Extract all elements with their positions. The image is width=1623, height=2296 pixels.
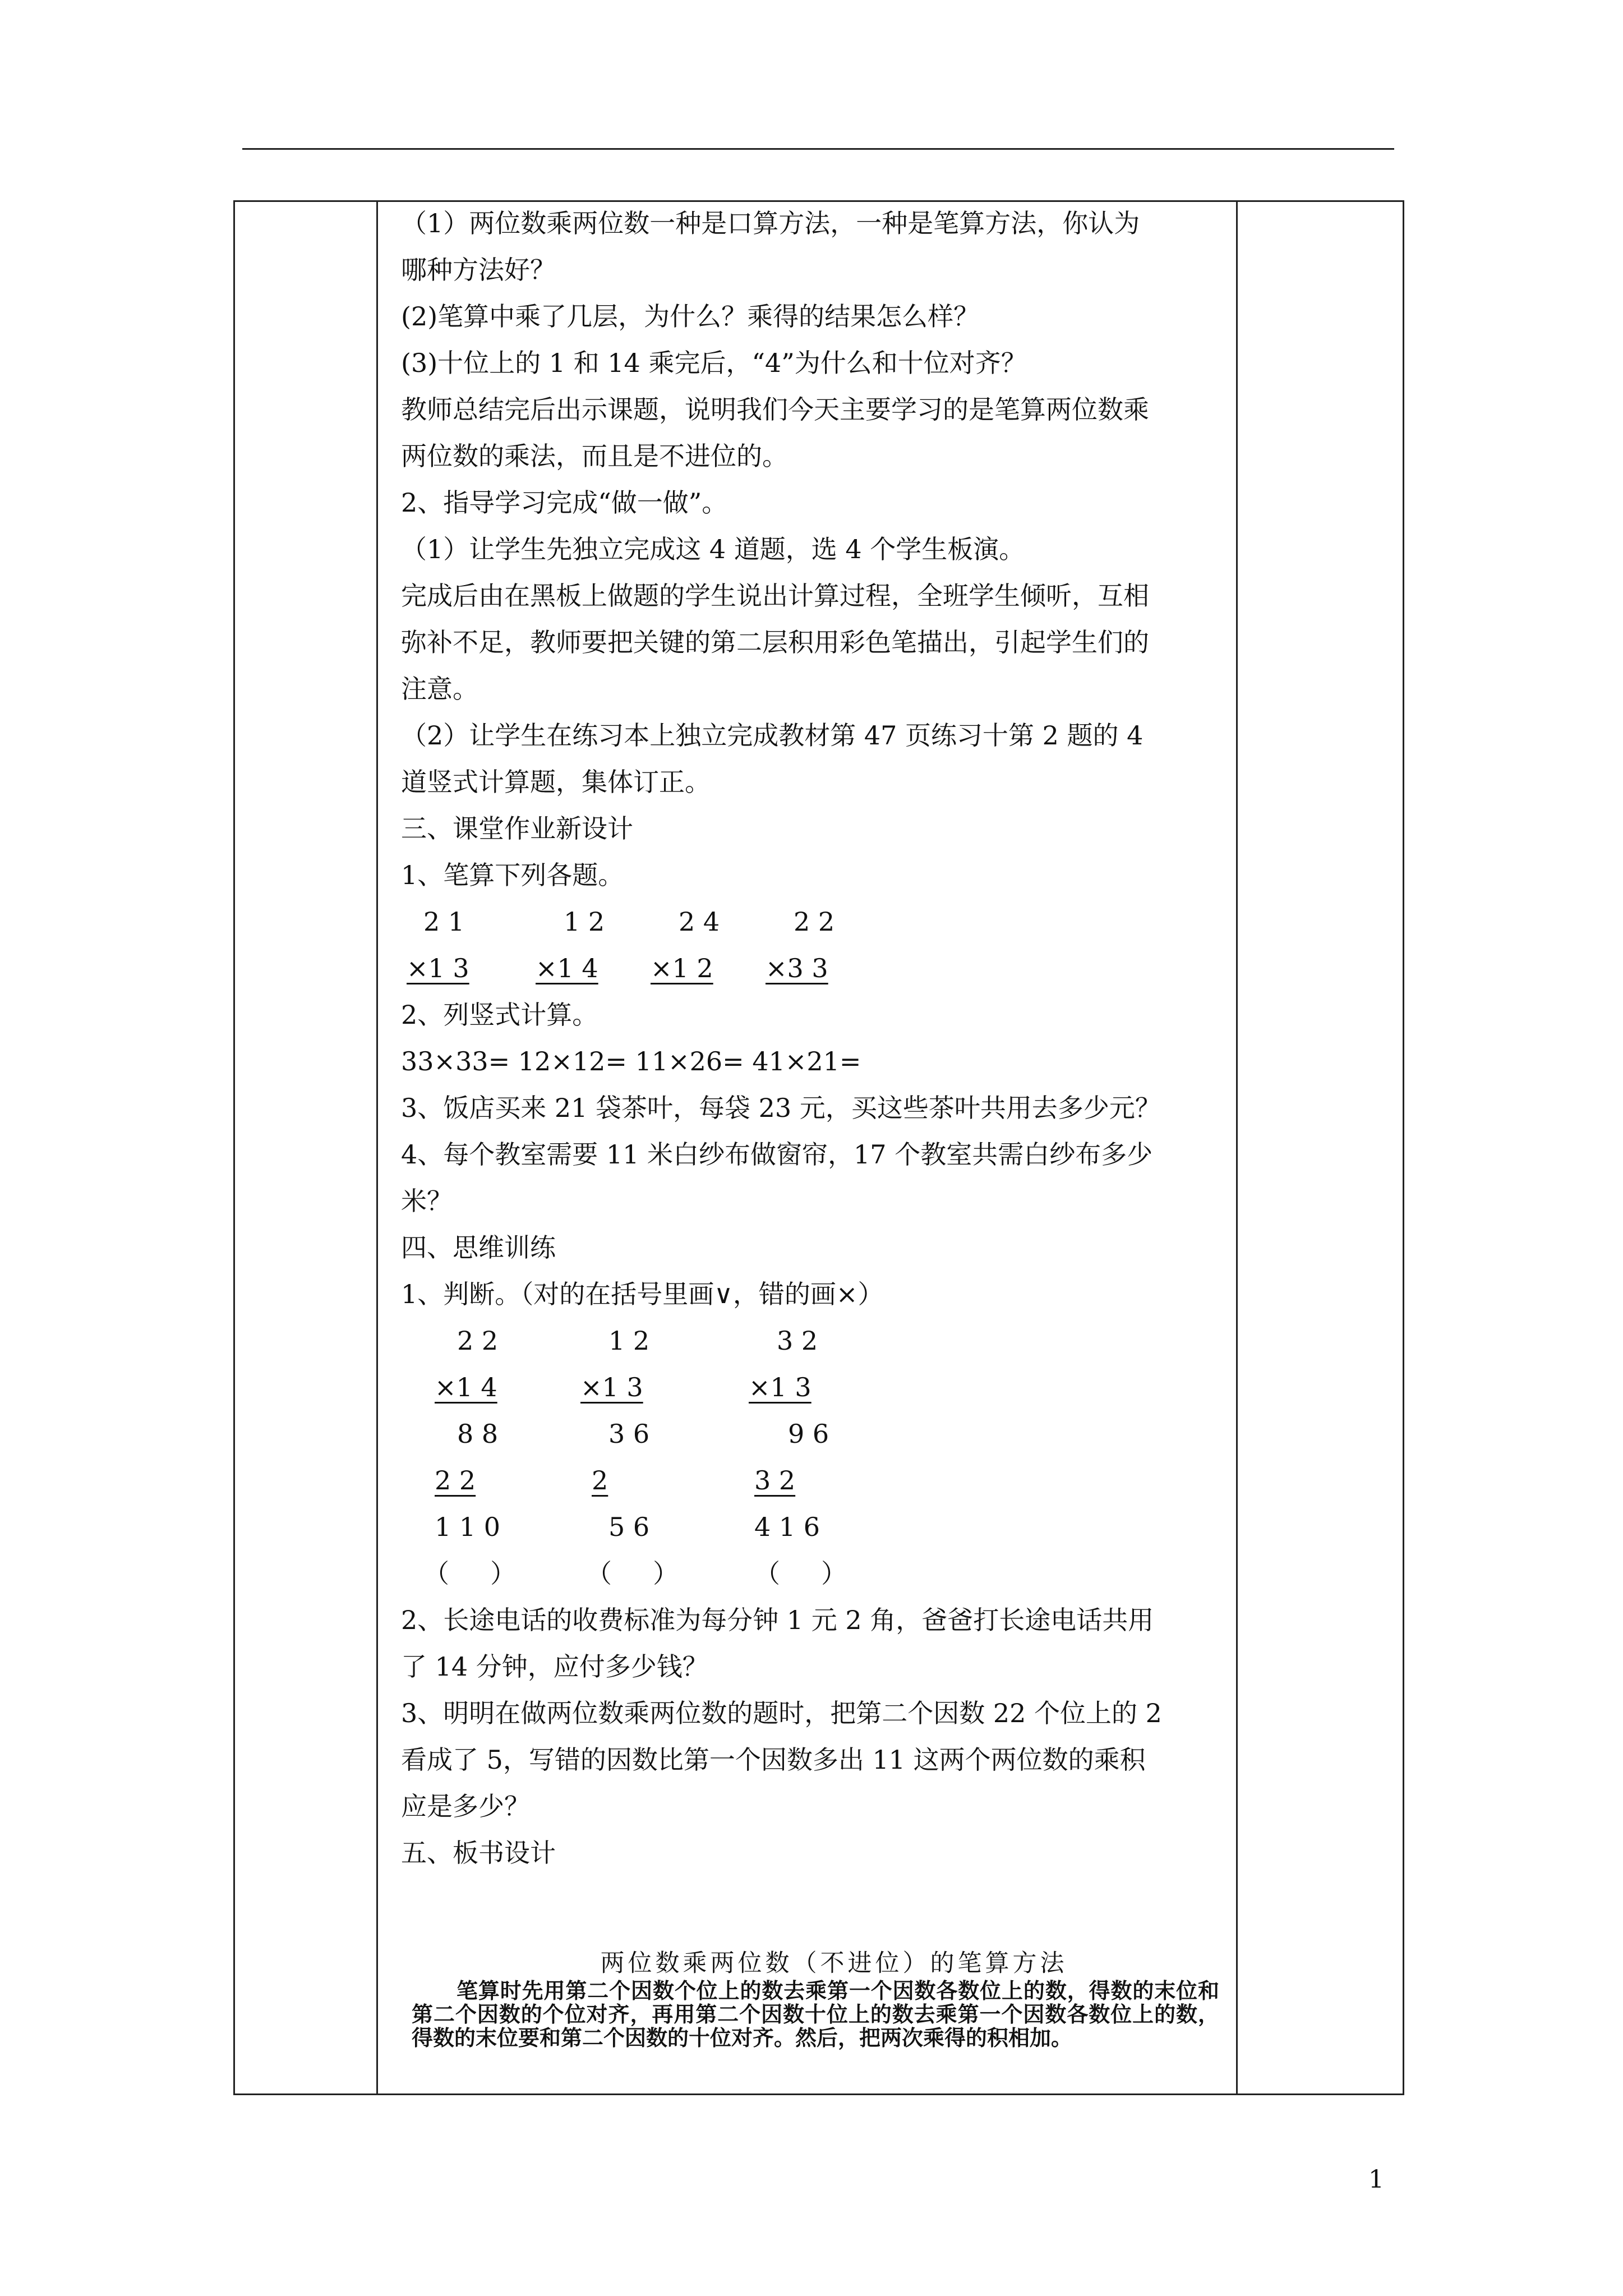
text-line: 3、明明在做两位数乘两位数的题时，把第二个因数 22 个位上的 2: [401, 1698, 1162, 1728]
text-line: 教师总结完后出示课题，说明我们今天主要学习的是笔算两位数乘: [401, 394, 1149, 425]
text-line: 2、列竖式计算。: [401, 1000, 598, 1030]
judge-cell: 5 6: [608, 1512, 650, 1542]
judge-row: [401, 1318, 1223, 1364]
judge-cell: 2: [592, 1465, 608, 1496]
judge-cell: 1 1 0: [435, 1512, 501, 1542]
judge-answer-box: （ ）: [586, 1558, 679, 1589]
judge-cell: 9 6: [788, 1419, 829, 1449]
exercise-number: 2 2: [794, 907, 835, 937]
text-line: (2)笔算中乘了几层，为什么？乘得的结果怎么样？: [401, 301, 980, 332]
text-line: 1、笔算下列各题。: [401, 860, 624, 890]
text-line: 注意。: [401, 674, 478, 704]
text-line: 了 14 分钟，应付多少钱？: [401, 1651, 708, 1682]
judge-cell: ×1 3: [749, 1372, 811, 1402]
section-heading: 五、板书设计: [401, 1838, 556, 1868]
text-line: 两位数的乘法，而且是不进位的。: [401, 441, 788, 471]
exercise-multiplier: ×3 3: [766, 953, 828, 983]
board-design-text: 笔算时先用第二个因数个位上的数去乘第一个因数各数位上的数，得数的末位和第二个因数的个位对齐，再用第二个因数十位上的数去乘第一个因数各数位上的数，得数的末位要和第二个因数的十位对齐。然后，把两次乘得的积相加。: [412, 1978, 1219, 2050]
text-line: （1）两位数乘两位数一种是口算方法，一种是笔算方法，你认为: [401, 208, 1140, 238]
judge-cell: 4 1 6: [754, 1512, 820, 1542]
page-number: 1: [1368, 2165, 1384, 2194]
judge-cell: 2 2: [457, 1326, 499, 1356]
header-rule: [242, 148, 1394, 150]
text-line: (3)十位上的 1 和 14 乘完后，“4”为什么和十位对齐？: [401, 348, 1027, 378]
exercise-row-multiplicand: [401, 899, 1223, 945]
exercise-number: 1 2: [564, 907, 605, 937]
text-line: 米？: [401, 1186, 453, 1216]
judge-cell: ×1 4: [435, 1372, 497, 1402]
text-line: 看成了 5，写错的因数比第一个因数多出 11 这两个两位数的乘积: [401, 1745, 1146, 1775]
table-column-divider-left: [376, 202, 378, 2093]
text-line: 1、判断。（对的在括号里画∨，错的画×）: [401, 1279, 884, 1309]
judge-cell: 3 2: [777, 1326, 818, 1356]
exercise-number: 2 4: [679, 907, 720, 937]
judge-row: [401, 1550, 1223, 1597]
judge-row: [401, 1411, 1223, 1457]
judge-cell: 3 6: [608, 1419, 650, 1449]
text-line: 3、饭店买来 21 袋茶叶，每袋 23 元，买这些茶叶共用去多少元？: [401, 1093, 1161, 1123]
judge-cell: 1 2: [608, 1326, 650, 1356]
table-column-divider-right: [1236, 202, 1238, 2093]
judge-answer-box: （ ）: [754, 1558, 847, 1589]
exercise-multiplier: ×1 3: [407, 953, 469, 983]
judge-row: [401, 1364, 1223, 1411]
judge-row: [401, 1504, 1223, 1550]
text-line: （2）让学生在练习本上独立完成教材第 47 页练习十第 2 题的 4: [401, 720, 1144, 751]
text-line: 2、指导学习完成“做一做”。: [401, 487, 728, 518]
board-design-title: 两位数乘两位数（不进位）的笔算方法: [600, 1949, 1068, 1977]
judge-answer-box: （ ）: [423, 1558, 517, 1589]
judge-cell: ×1 3: [580, 1372, 643, 1402]
text-line: （1）让学生先独立完成这 4 道题，选 4 个学生板演。: [401, 534, 1025, 564]
judge-row: [401, 1457, 1223, 1504]
text-line: 4、每个教室需要 11 米白纱布做窗帘，17 个教室共需白纱布多少: [401, 1139, 1153, 1170]
judge-cell: 3 2: [754, 1465, 796, 1496]
lesson-content: [401, 200, 1223, 1876]
text-line: 哪种方法好？: [401, 255, 556, 285]
text-line: 道竖式计算题，集体订正。: [401, 767, 711, 797]
section-heading: 三、课堂作业新设计: [401, 813, 633, 844]
exercise-multiplier: ×1 4: [536, 953, 598, 983]
exercise-multiplier: ×1 2: [651, 953, 713, 983]
judge-cell: 2 2: [435, 1465, 476, 1496]
text-line: 2、长途电话的收费标准为每分钟 1 元 2 角，爸爸打长途电话共用: [401, 1605, 1154, 1635]
judge-cell: 8 8: [457, 1419, 499, 1449]
text-line: 应是多少？: [401, 1791, 530, 1821]
text-line: 弥补不足，教师要把关键的第二层积用彩色笔描出，引起学生们的: [401, 627, 1149, 657]
text-line: 33×33= 12×12= 11×26= 41×21=: [401, 1046, 861, 1076]
exercise-number: 2 1: [423, 907, 465, 937]
text-line: 完成后由在黑板上做题的学生说出计算过程，全班学生倾听，互相: [401, 581, 1149, 611]
section-heading: 四、思维训练: [401, 1232, 556, 1263]
exercise-row-multiplier: [401, 945, 1223, 992]
